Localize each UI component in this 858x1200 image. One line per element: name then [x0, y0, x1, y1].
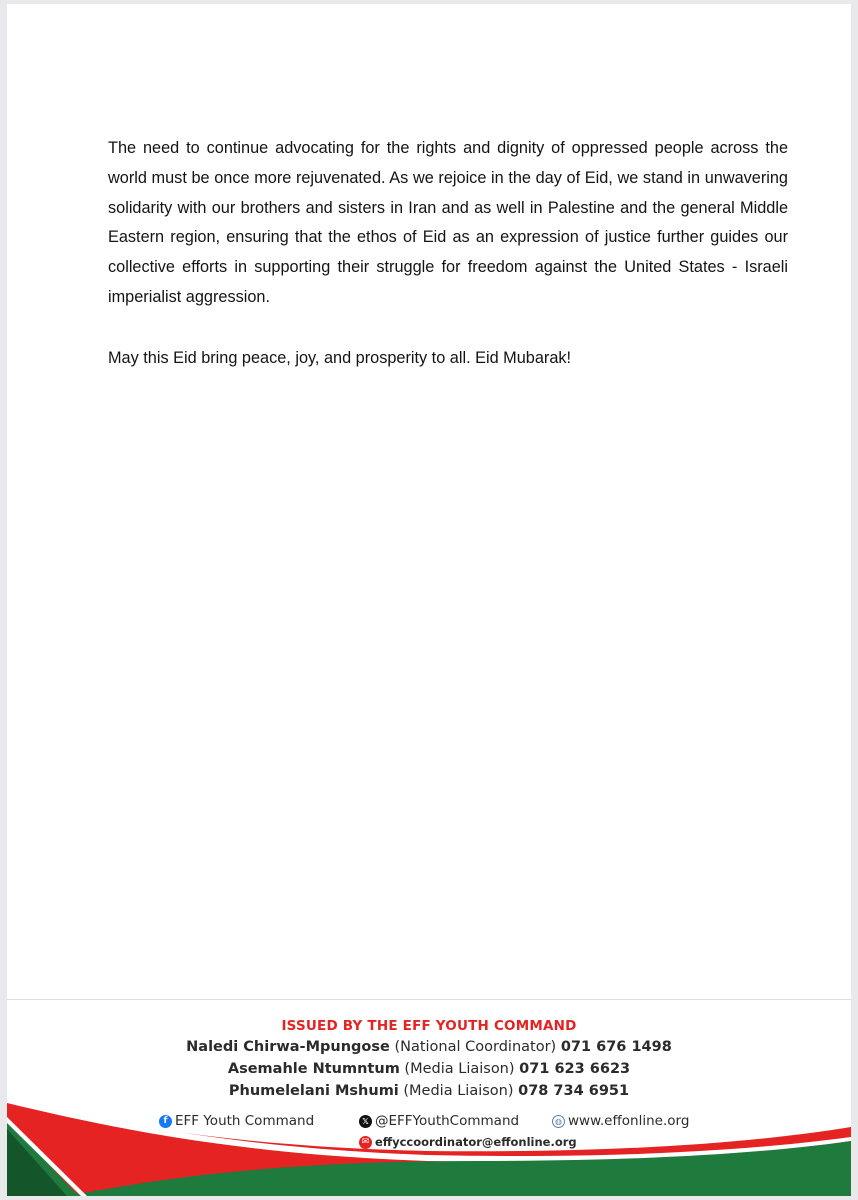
contact-role: (Media Liaison)	[404, 1061, 515, 1077]
facebook-link[interactable]	[159, 1113, 314, 1129]
website-link[interactable]	[552, 1113, 689, 1129]
contact-phone: 078 734 6951	[518, 1083, 630, 1099]
contact-line	[7, 1061, 851, 1077]
email-label: effyccoordinator@effonline.org	[375, 1135, 577, 1149]
contact-phone: 071 676 1498	[560, 1039, 672, 1055]
x-icon: 𝕏	[359, 1115, 372, 1128]
contact-name: Asemahle Ntumntum	[227, 1061, 400, 1077]
contact-name: Phumelelani Mshumi	[228, 1083, 399, 1099]
x-link[interactable]	[359, 1113, 519, 1129]
email-link[interactable]	[359, 1135, 577, 1149]
body-paragraph: The need to continue advocating for the rights and dignity of oppressed people across the world must be once more rejuvenated. As we rejoice in the day of Eid, we stand in unwavering solidarity with our brothers and sisters in Iran and as well in Palestine and the general Middle Eastern region, ensuring that the ethos of Eid as an expression of justice further guides our collective efforts in supporting their struggle for freedom against the United States - Israeli imperialist aggression.	[108, 139, 788, 306]
globe-icon: ◍	[552, 1115, 565, 1128]
contact-name: Naledi Chirwa-Mpungose	[186, 1039, 390, 1055]
contact-role: (Media Liaison)	[403, 1083, 514, 1099]
contact-line	[7, 1039, 851, 1055]
document-page	[7, 4, 851, 1196]
facebook-icon: f	[159, 1115, 172, 1128]
footer-divider	[7, 999, 851, 1000]
closing-line: May this Eid bring peace, joy, and prosperity to all. Eid Mubarak!	[108, 349, 572, 367]
facebook-label: EFF Youth Command	[175, 1113, 315, 1129]
contact-phone: 071 623 6623	[519, 1061, 631, 1077]
website-label: www.effonline.org	[568, 1113, 690, 1129]
x-handle-label: @EFFYouthCommand	[375, 1113, 520, 1129]
contact-role: (National Coordinator)	[394, 1039, 557, 1055]
issued-by-heading: ISSUED BY THE EFF YOUTH COMMAND	[281, 1018, 577, 1034]
mail-icon: ✉	[359, 1136, 372, 1149]
